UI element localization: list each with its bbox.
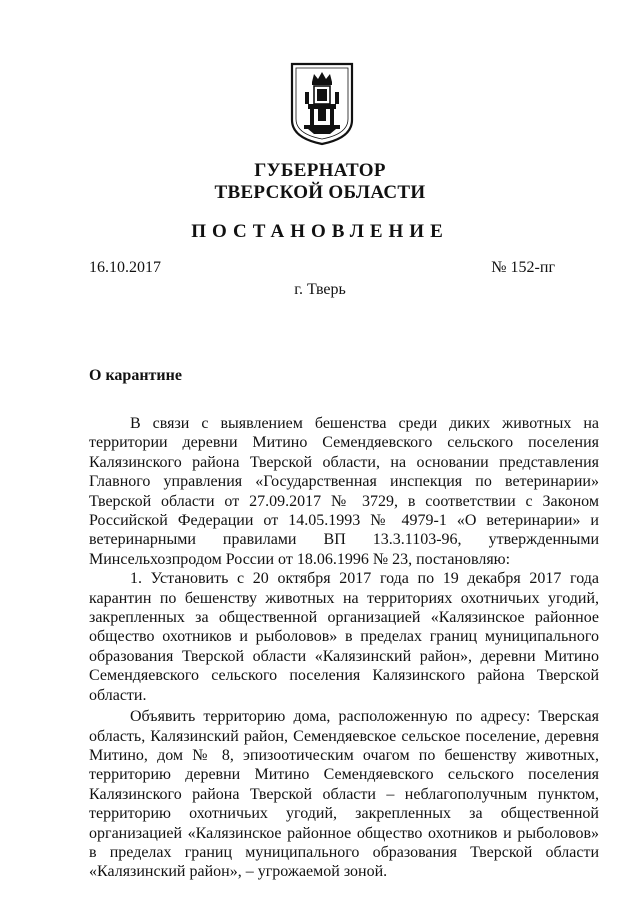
document-type: ПОСТАНОВЛЕНИЕ (191, 221, 449, 242)
paragraph-preamble: В связи с выявлением бешенства среди диких животных на территории деревни Митино Семендяевского сельского поселения Калязинского района Тверской области, на основании представления Главного управления «Государственная инспекция по ветеринарии» Тверской области от 27.09.2017 № 3729, в соответствии с Законом Российской Федерации от 14.05.1993 № 4979-1 «О ветеринарии» и ветеринарными правилами ВП 13.3.1103-96, утвержденными Минсельхозпродом России от 18.06.1996 № 23, постановляю: (89, 415, 599, 568)
document-number: № 152-пг (491, 259, 555, 276)
document-body (89, 414, 599, 882)
coat-of-arms-icon (290, 62, 354, 146)
title-region: ТВЕРСКОЙ ОБЛАСТИ (214, 182, 426, 203)
paragraph-item-1: 1. Установить с 20 октября 2017 года по 19 декабря 2017 года карантин по бешенству животных на территориях охотничьих угодий, закрепленных за общественной организацией «Калязинское районное общество охотников и рыболовов» в пределах границ муниципального образования Тверской области «Калязинский район», деревни Митино Семендяевского сельского поселения Калязинского района Тверской области. (89, 570, 599, 704)
document-date: 16.10.2017 (89, 259, 161, 276)
paragraph-zones: Объявить территорию дома, расположенную по адресу: Тверская область, Калязинский район, Семендяевское сельское поселение, деревня Митино, дом № 8, эпизоотическим очагом по бешенству животных, территорию деревни Митино Семендяевского сельского поселения Калязинского района Тверской области – неблагополучным пунктом, территорию охотничьих угодий, закрепленных за общественной организацией «Калязинское районное общество охотников и рыболовов» в пределах границ муниципального образования Тверской области «Калязинский район», – угрожаемой зоной. (89, 708, 599, 881)
document-subject: О карантине (89, 367, 182, 384)
document-city: г. Тверь (294, 281, 346, 298)
title-governor: ГУБЕРНАТОР (254, 160, 386, 181)
